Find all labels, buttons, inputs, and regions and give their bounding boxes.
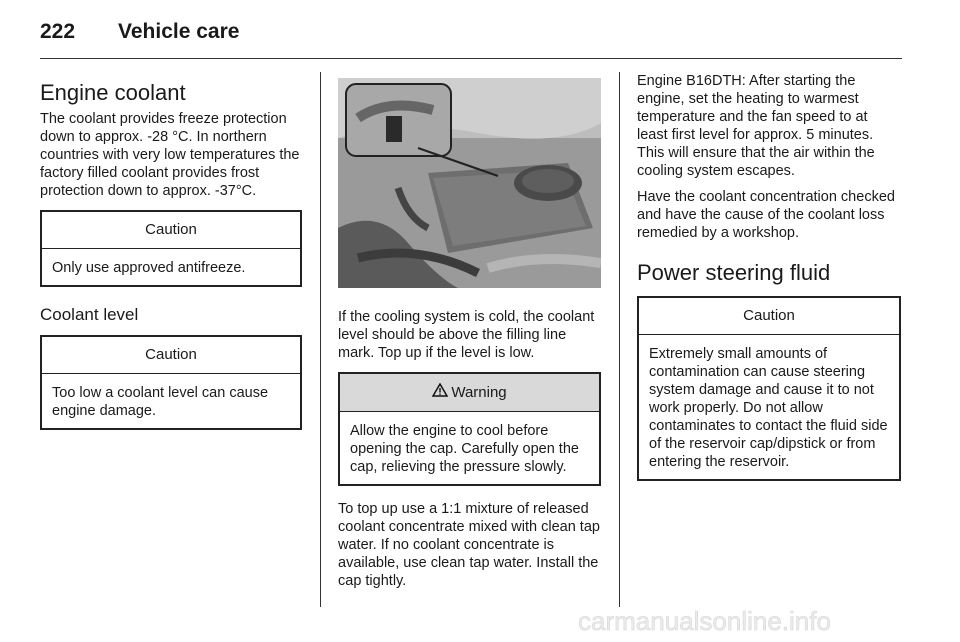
b16dth-text: Engine B16DTH: After starting the engine, set the heating to warmest temperature and the fan speed to at least first level for approx. 5 minutes. This will ensure that the air within the cooling system escapes. <box>637 73 875 179</box>
watermark <box>578 604 958 640</box>
cold-system-text: If the cooling system is cold, the coolant level should be above the filling line mark. Top up if the level is low. <box>338 309 595 361</box>
chapter-title: Vehicle care <box>118 20 240 43</box>
caution-title: Caution <box>639 298 899 335</box>
caution-box-antifreeze <box>40 210 302 287</box>
header-divider <box>40 58 902 59</box>
caution-title: Caution <box>42 337 300 374</box>
caution-box-power-steering <box>637 296 901 481</box>
column-2 <box>338 72 601 598</box>
page-number: 222 <box>40 20 76 43</box>
section-title-power-steering: Power steering fluid <box>637 260 831 285</box>
top-up-text: To top up use a 1:1 mixture of released coolant concentrate mixed with clean tap water. If no coolant concentrate is available, use clean tap water. Install the cap tightly. <box>338 501 600 589</box>
workshop-text: Have the coolant concentration checked and have the cause of the coolant loss remedied by a workshop. <box>637 189 895 241</box>
section-title-engine-coolant: Engine coolant <box>40 80 186 105</box>
section-title-coolant-level: Coolant level <box>40 305 139 324</box>
caution-title: Caution <box>42 212 300 249</box>
column-divider <box>320 72 321 607</box>
warning-header <box>340 374 599 412</box>
warning-box-cooling <box>338 372 601 486</box>
caution-text: Only use approved antifreeze. <box>52 260 246 276</box>
caution-box-coolant-level <box>40 335 302 430</box>
warning-title: Warning <box>451 384 507 401</box>
column-3 <box>637 72 901 495</box>
caution-text: Extremely small amounts of contamination can cause steering system damage and cause it to not work properly. Do not allow contaminates to contact the fluid side of the reservoir cap/dipstick or from entering the reservoir. <box>649 346 888 470</box>
page-header <box>40 18 902 58</box>
warning-triangle-icon <box>432 383 448 401</box>
column-divider <box>619 72 620 607</box>
engine-coolant-reservoir-photo <box>338 78 601 288</box>
warning-text: Allow the engine to cool before opening the cap. Carefully open the cap, relieving the pressure slowly. <box>350 423 579 475</box>
coolant-intro-text: The coolant provides freeze protection down to approx. -28 °C. In northern countries with very low temperatures the factory filled coolant provides frost protection down to approx. -37°C. <box>40 111 300 199</box>
caution-text: Too low a coolant level can cause engine damage. <box>52 385 269 419</box>
column-1 <box>40 72 302 444</box>
svg-text:carmanualsonline.info: carmanualsonline.info <box>578 606 831 636</box>
